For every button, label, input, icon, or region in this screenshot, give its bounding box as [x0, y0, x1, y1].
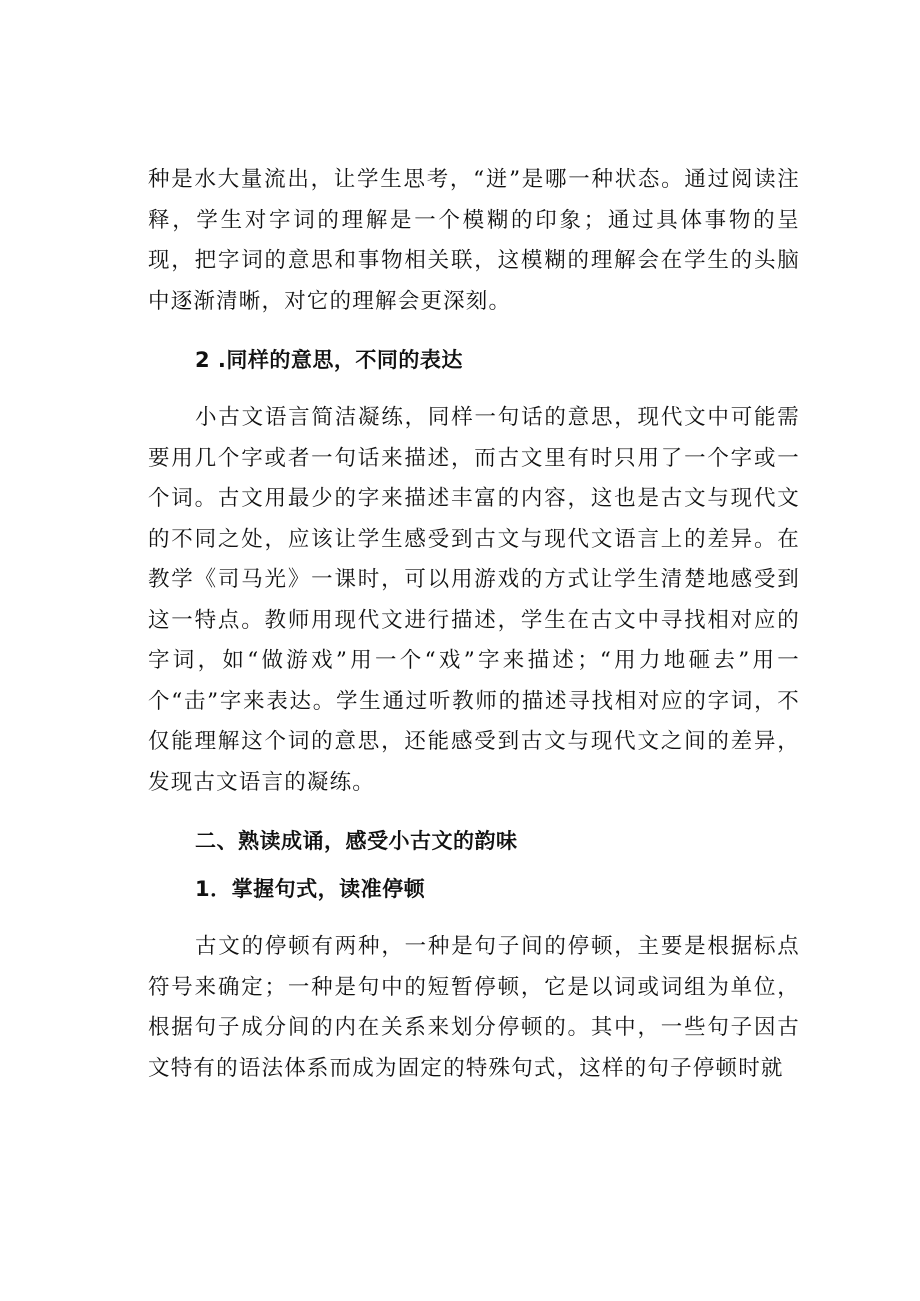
section-heading-2: 2 .同样的意思，不同的表达 — [195, 348, 463, 372]
document-page — [148, 160, 800, 1089]
section-heading-1: 1．掌握句式，读准停顿 — [195, 877, 426, 901]
paragraph-pauses: 古文的停顿有两种，一种是句子间的停顿，主要是根据标点符号来确定；一种是句中的短暂停顿，它是以词或词组为单位，根据句子成分间的内在关系来划分停顿的。其中，一些句子因古文特有的语法体系而成为固定的特殊句式，这样的句子停顿时就 — [148, 934, 800, 1081]
chapter-heading-2: 二、熟读成诵，感受小古文的韵味 — [195, 829, 518, 853]
paragraph-continued: 种是水大量流出，让学生思考，“迸”是哪一种状态。通过阅读注释，学生对字词的理解是一个模糊的印象；通过具体事物的呈现，把字词的意思和事物相关联，这模糊的理解会在学生的头脑中逐渐清晰，对它的理解会更深刻。 — [148, 167, 800, 314]
paragraph-expression: 小古文语言简洁凝练，同样一句话的意思，现代文中可能需要用几个字或者一句话来描述，而古文里有时只用了一个字或一个词。古文用最少的字来描述丰富的内容，这也是古文与现代文的不同之处，应该让学生感受到古文与现代文语言上的差异。在教学《司马光》一课时，可以用游戏的方式让学生清楚地感受到这一特点。教师用现代文进行描述，学生在古文中寻找相对应的字词，如“做游戏”用一个“戏”字来描述；“用力地砸去”用一个“击”字来表达。学生通过听教师的描述寻找相对应的字词，不仅能理解这个词的意思，还能感受到古文与现代文之间的差异，发现古文语言的凝练。 — [148, 405, 800, 795]
